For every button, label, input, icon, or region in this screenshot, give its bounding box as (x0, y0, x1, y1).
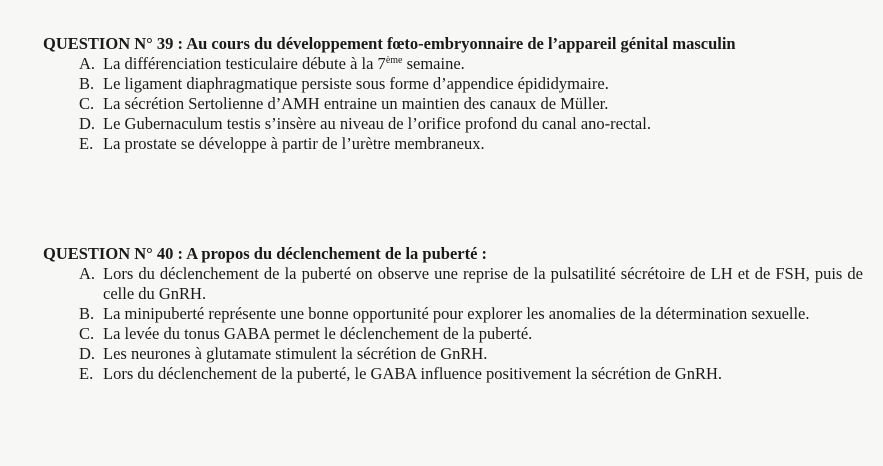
option-text: La sécrétion Sertolienne d’AMH entraine un maintien des canaux de Müller. (103, 94, 609, 113)
option-text-after: semaine. (402, 54, 465, 73)
question-39 (43, 34, 863, 154)
question-40-options (43, 264, 863, 384)
question-40 (43, 244, 863, 384)
option-39-a (43, 54, 863, 74)
option-40-d (43, 344, 863, 364)
option-text: La prostate se développe à partir de l’urètre membraneux. (103, 134, 485, 153)
question-39-title: QUESTION N° 39 : Au cours du développement fœto-embryonnaire de l’appareil génital masculin (43, 34, 736, 53)
option-text: Les neurones à glutamate stimulent la sécrétion de GnRH. (103, 344, 488, 363)
option-letter: A. (79, 54, 96, 73)
option-letter: B. (79, 304, 95, 323)
option-text: La minipuberté représente une bonne opportunité pour explorer les anomalies de la détermination sexuelle. (103, 304, 810, 323)
option-letter: B. (79, 74, 95, 93)
option-letter: D. (79, 344, 96, 363)
option-letter: A. (79, 264, 96, 283)
option-text: Le Gubernaculum testis s’insère au niveau de l’orifice profond du canal ano-rectal. (103, 114, 651, 133)
option-40-a (43, 264, 863, 304)
option-letter: C. (79, 324, 95, 343)
option-40-c (43, 324, 863, 344)
option-text: Le ligament diaphragmatique persiste sous forme d’appendice épididymaire. (103, 74, 609, 93)
option-39-c (43, 94, 863, 114)
option-text: Lors du déclenchement de la puberté on observe une reprise de la pulsatilité sécrétoire de LH et de FSH, puis de celle du GnRH. (103, 264, 863, 303)
option-39-e (43, 134, 863, 154)
question-39-options (43, 54, 863, 154)
option-text: La levée du tonus GABA permet le déclenchement de la puberté. (103, 324, 533, 343)
option-letter: D. (79, 114, 96, 133)
option-40-e (43, 364, 863, 384)
option-text: La différenciation testiculaire débute à la 7 (103, 54, 386, 73)
option-text: Lors du déclenchement de la puberté, le GABA influence positivement la sécrétion de GnRH. (103, 364, 723, 383)
option-39-d (43, 114, 863, 134)
question-40-title: QUESTION N° 40 : A propos du déclenchement de la puberté : (43, 244, 488, 263)
option-letter: E. (79, 134, 94, 153)
ordinal-superscript: ème (385, 55, 403, 66)
option-40-b (43, 304, 863, 324)
option-letter: C. (79, 94, 95, 113)
option-letter: E. (79, 364, 94, 383)
option-39-b (43, 74, 863, 94)
